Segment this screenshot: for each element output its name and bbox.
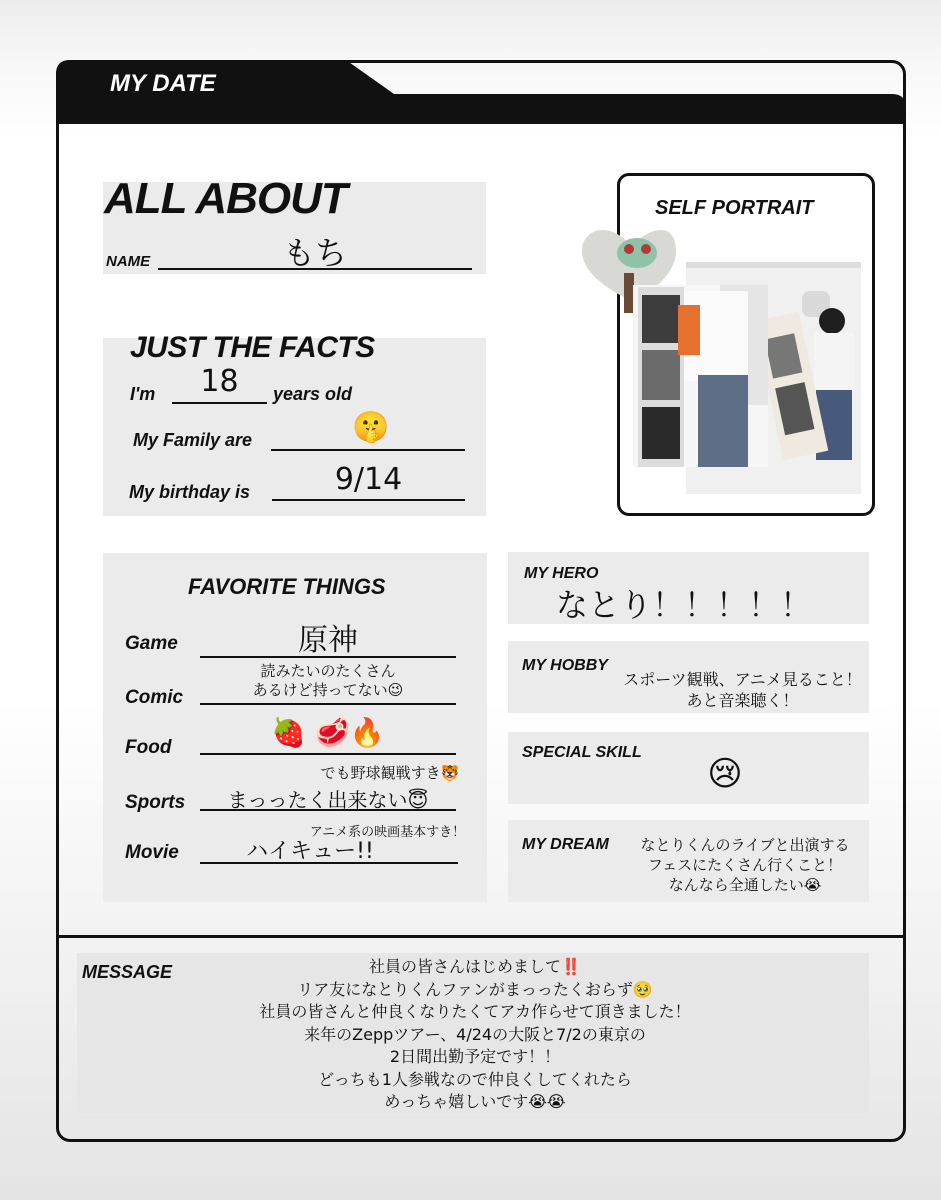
my-hero-label: MY HERO — [524, 565, 599, 582]
favorite-things-title: FAVORITE THINGS — [188, 574, 386, 599]
comic-label: Comic — [125, 687, 184, 708]
food-label: Food — [125, 737, 172, 758]
self-portrait-title: SELF PORTRAIT — [655, 197, 814, 219]
header-title: MY DATE — [110, 70, 216, 97]
my-hero-value: なとり！！！！！ — [556, 586, 813, 624]
my-hobby-label: MY HOBBY — [522, 657, 608, 674]
comic-value-line1: 読みたいのたくさん — [260, 662, 396, 680]
comic-line — [200, 703, 456, 705]
my-dream-value — [615, 835, 875, 895]
birthday-value: 9/14 — [334, 462, 403, 497]
family-line — [271, 449, 465, 451]
movie-label: Movie — [125, 842, 179, 863]
special-skill-value: 😢 — [707, 754, 743, 794]
comic-value-line2: あるけど持ってない😉 — [252, 681, 404, 699]
special-skill-panel — [508, 732, 869, 804]
message-line: リア友になとりくんファンがまっったくおらず🥹 — [297, 979, 653, 999]
movie-note: アニメ系の映画基本すき！ — [309, 825, 466, 840]
movie-value: ハイキュー!! — [246, 839, 374, 864]
my-hobby-line2: あと音楽聴く！ — [686, 691, 799, 710]
message-line: 2日間出勤予定です！！ — [389, 1047, 561, 1066]
all-about-title: ALL ABOUT — [104, 174, 347, 223]
age-prefix: I'm — [130, 384, 156, 404]
my-hobby-value — [600, 669, 885, 711]
special-skill-label: SPECIAL SKILL — [522, 744, 642, 761]
my-dream-label: MY DREAM — [522, 836, 609, 853]
name-label: NAME — [106, 253, 151, 270]
my-dream-line1: なとりくんのライブと出演する — [640, 836, 850, 854]
birthday-line — [272, 499, 465, 501]
game-label: Game — [125, 633, 178, 654]
self-portrait-photos — [580, 225, 865, 500]
message-divider — [59, 935, 903, 938]
sports-value: まっったく出来ない😇 — [227, 788, 429, 812]
comic-value — [200, 662, 456, 700]
age-suffix: years old — [273, 384, 353, 404]
age-value: 18 — [200, 364, 239, 399]
sports-note: でも野球観戦すき🐯 — [320, 764, 460, 782]
my-hobby-line1: スポーツ観戦、アニメ見ること！ — [623, 670, 862, 689]
message-body — [180, 956, 770, 1114]
message-line: 社員の皆さんと仲良くなりたくてアカ作らせて頂きました！ — [259, 1002, 691, 1021]
food-line — [200, 753, 456, 755]
game-value: 原神 — [298, 623, 358, 658]
facts-title: JUST THE FACTS — [130, 331, 375, 364]
name-value: もち — [282, 234, 347, 272]
message-line: 社員の皆さんはじめまして‼️ — [369, 957, 581, 976]
food-value: 🍓 🥩🔥 — [271, 716, 385, 749]
my-dream-line2: フェスにたくさん行くこと！ — [647, 856, 843, 874]
family-label: My Family are — [133, 430, 253, 450]
message-line: めっちゃ嬉しいです😭😭 — [384, 1092, 566, 1111]
family-value: 🤫 — [352, 410, 390, 445]
message-line: 来年のZeppツアー、4/24の大阪と7/2の東京の — [304, 1024, 646, 1044]
my-dream-line3: なんなら全通したい😭 — [668, 876, 822, 894]
birthday-label: My birthday is — [129, 482, 251, 502]
sports-label: Sports — [125, 792, 186, 813]
age-line — [172, 402, 267, 404]
message-label: MESSAGE — [82, 962, 173, 982]
message-line: どっちも1人参戦なので仲良くしてくれたら — [318, 1069, 632, 1089]
